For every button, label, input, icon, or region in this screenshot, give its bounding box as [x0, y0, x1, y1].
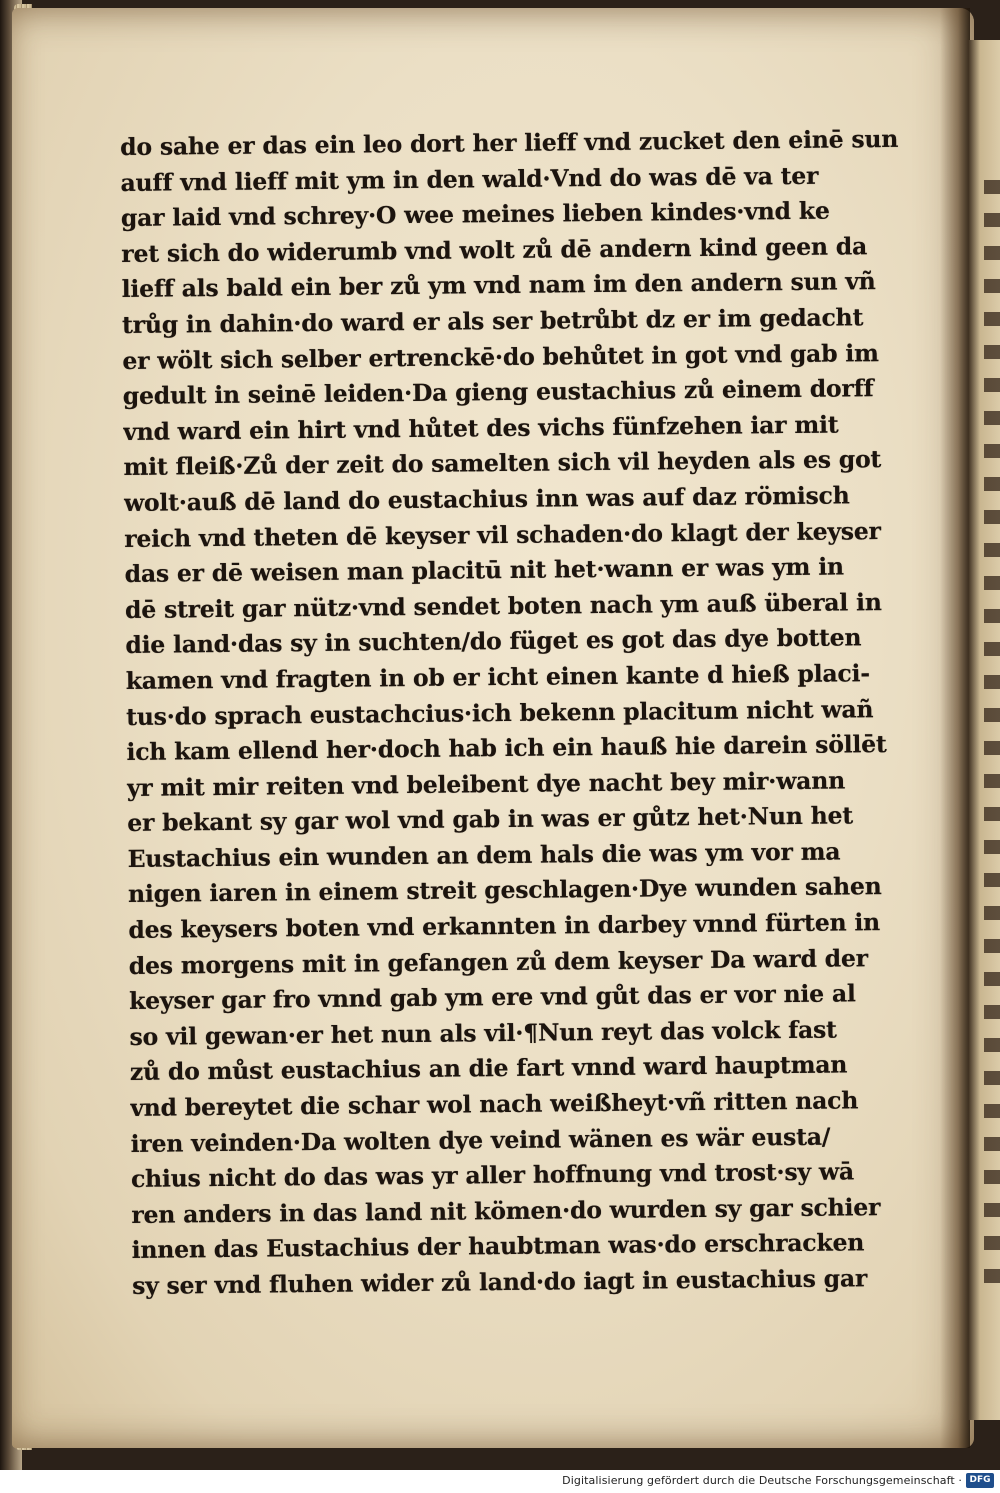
text-line: auff vnd lieff mit ym in den wald·Vnd do was dē va ter — [120, 161, 819, 197]
text-line: ich kam ellend her·doch hab ich ein hauß hie darein söllēt — [126, 730, 887, 767]
dfg-logo-icon[interactable]: DFG — [966, 1473, 994, 1488]
text-line: reich vnd theten dē keyser vil schaden·do klagt der keyser — [124, 516, 881, 553]
text-line: iren veinden·Da wolten dye veind wänen es wär eusta/ — [130, 1122, 831, 1158]
blackletter-text-block — [120, 122, 912, 1305]
text-line: des keysers boten vnd erkannten in darbey vnnd fürten in — [128, 908, 881, 945]
text-line: dē streit gar nütz·vnd sendet boten nach ym auß überal in — [124, 587, 882, 624]
text-line: Eustachius ein wunden an dem hals die was ym vor ma — [127, 837, 841, 873]
text-line: er wölt sich selber ertrenckē·do behůtet in got vnd gab im — [122, 338, 879, 375]
text-line: do sahe er das ein leo dort her lieff vnd zucket den einē sun — [120, 124, 899, 161]
text-line: das er dē weisen man placitū nit het·wann er was ym in — [124, 552, 845, 589]
text-line: zů do můst eustachius an die fart vnnd ward hauptman — [129, 1050, 848, 1087]
text-line: kamen vnd fragten in ob er icht einen kante d hieß placi- — [125, 659, 870, 695]
text-line: yr mit mir reiten vnd beleibent dye nacht bey mir·wann — [126, 766, 846, 802]
text-line: keyser gar fro vnnd gab ym ere vnd gůt das er vor nie al — [128, 979, 856, 1016]
text-line: tus·do sprach eustachcius·ich bekenn placitum nicht wañ — [125, 694, 874, 731]
facing-page-text-fragments — [984, 180, 1000, 1300]
text-line: gar laid vnd schrey·O wee meines lieben kindes·vnd ke — [120, 196, 830, 233]
text-line: nigen iaren in einem streit geschlagen·Dye wunden sahen — [127, 872, 882, 909]
text-line: chius nicht do das was yr aller hoffnung vnd trost·sy wā — [130, 1157, 855, 1194]
text-line: so vil gewan·er het nun als vil·¶Nun reyt das volck fast — [129, 1015, 837, 1051]
funding-credit: Digitalisierung gefördert durch die Deutsche Forschungsgemeinschaft · — [562, 1474, 962, 1487]
text-line: ret sich do widerumb vnd wolt zů dē andern kind geen da — [121, 231, 868, 268]
text-line: sy ser vnd fluhen wider zů land·do iagt in eustachius gar — [131, 1264, 868, 1300]
text-line: trůg in dahin·do ward er als ser betrůbt dz er im gedacht — [121, 303, 864, 339]
text-line: gedult in seinē leiden·Da gieng eustachius zů einem dorff — [122, 374, 874, 411]
text-line: wolt·auß dē land do eustachius inn was auf daz römisch — [123, 481, 850, 517]
page-gutter-shadow — [940, 8, 970, 1448]
text-line: vnd ward ein hirt vnd hůtet des vichs fünfzehen iar mit — [123, 410, 839, 446]
text-line: des morgens mit in gefangen zů dem keyser Da ward der — [128, 943, 869, 980]
footer-bar — [0, 1470, 1000, 1493]
text-line: ren anders in das land nit kömen·do wurden sy gar schier — [131, 1192, 881, 1229]
text-line: die land·das sy in suchten/do füget es got das dye botten — [125, 623, 862, 660]
text-line: lieff als bald ein ber zů ym vnd nam im den andern sun vñ — [121, 267, 876, 304]
text-line: er bekant sy gar wol vnd gab in was er gůtz het·Nun het — [127, 801, 854, 838]
text-line: vnd bereytet die schar wol nach weißheyt·vñ ritten nach — [130, 1086, 859, 1122]
text-line: innen das Eustachius der haubtman was·do erschracken — [131, 1228, 865, 1265]
text-line: mit fleiß·Zů der zeit do samelten sich vil heyden als es got — [123, 445, 882, 482]
